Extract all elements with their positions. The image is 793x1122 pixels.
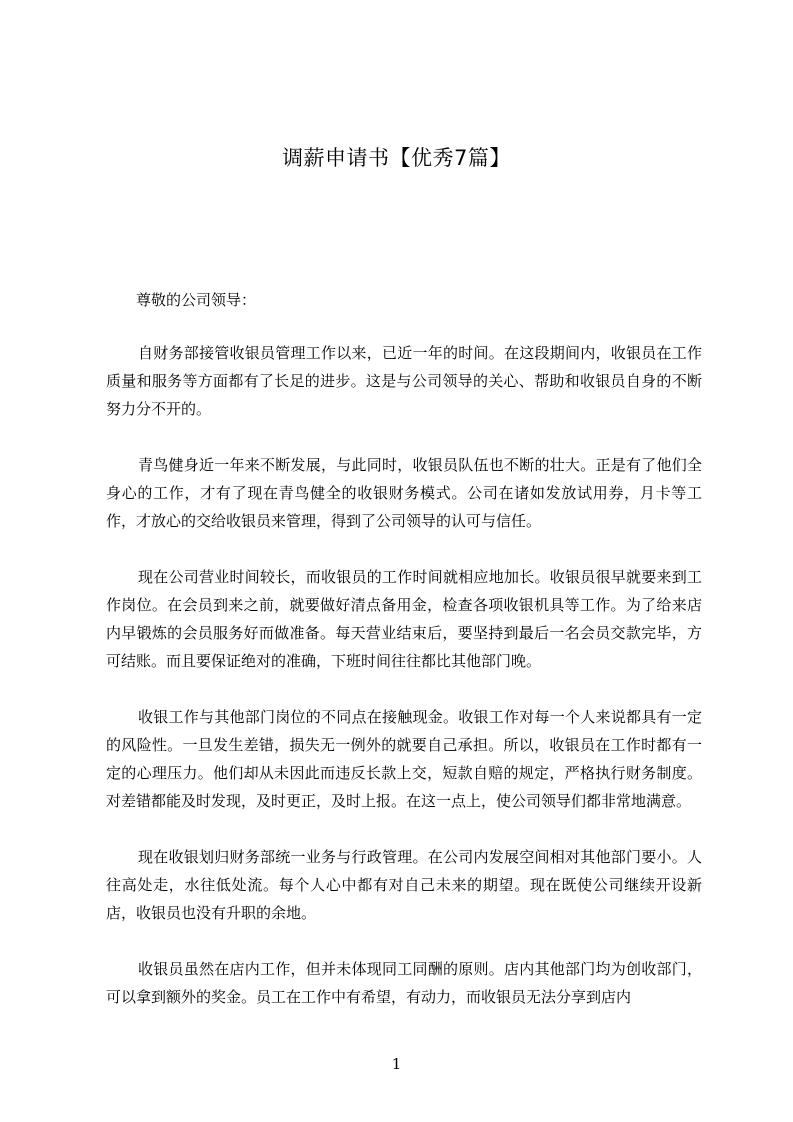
page-number: 1	[391, 1055, 402, 1073]
paragraph: 现在公司营业时间较长，而收银员的工作时间就相应地加长。收银员很早就要来到工作岗位。在会员到来之前，就要做好清点备用金，检查各项收银机具等工作。为了给来店内早锻炼的会员服务好而做准备。每天营业结束后，要坚持到最后一名会员交款完毕，方可结账。而且要保证绝对的准确，下班时间往往都比其他部门晚。	[106, 568, 702, 670]
paragraph: 收银员虽然在店内工作，但并未体现同工同酬的原则。店内其他部门均为创收部门，可以拿到额外的奖金。员工在工作中有希望，有动力，而收银员无法分享到店内	[106, 960, 702, 1006]
paragraph: 现在收银划归财务部统一业务与行政管理。在公司内发展空间相对其他部门要小。人往高处走，水往低处流。每个人心中都有对自己未来的期望。现在既使公司继续开设新店，收银员也没有升职的余地。	[106, 848, 702, 922]
document-body	[106, 339, 702, 1011]
paragraph: 青鸟健身近一年来不断发展，与此同时，收银员队伍也不断的壮大。正是有了他们全身心的工作，才有了现在青鸟健全的收银财务模式。公司在诸如发放试用券，月卡等工作，才放心的交给收银员来管理，得到了公司领导的认可与信任。	[106, 456, 702, 530]
paragraph: 收银工作与其他部门岗位的不同点在接触现金。收银工作对每一个人来说都具有一定的风险性。一旦发生差错，损失无一例外的就要自己承担。所以，收银员在工作时都有一定的心理压力。他们却从未因此而违反长款上交，短款自赔的规定，严格执行财务制度。对差错都能及时发现，及时更正，及时上报。在这一点上，使公司领导们都非常地满意。	[106, 708, 702, 810]
greeting: 尊敬的公司领导：	[136, 291, 257, 309]
document-title: 调薪申请书【优秀7篇】	[282, 146, 511, 170]
paragraph: 自财务部接管收银员管理工作以来，已近一年的时间。在这段期间内，收银员在工作质量和服务等方面都有了长足的进步。这是与公司领导的关心、帮助和收银员自身的不断努力分不开的。	[106, 344, 702, 418]
